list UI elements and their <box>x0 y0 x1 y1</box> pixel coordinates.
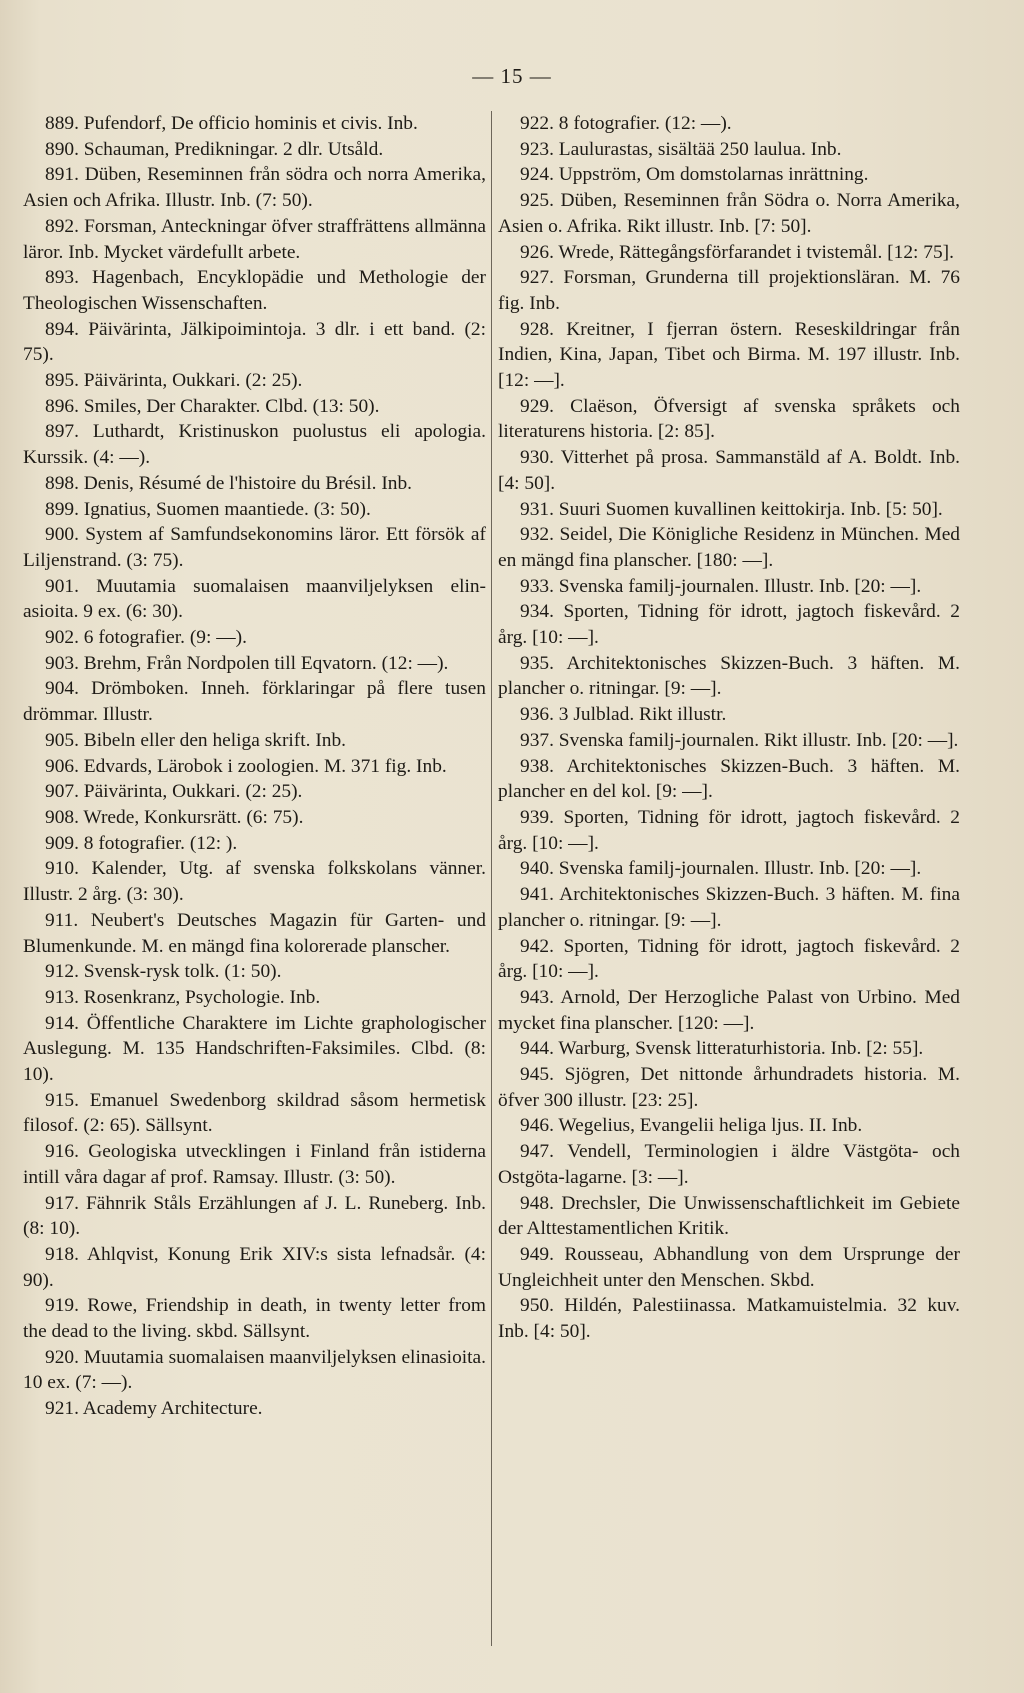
catalog-entry: 925. Düben, Reseminnen från Södra o. Norra Amerika, Asien o. Afrika. Rikt illustr. Inb. [7: 50]. <box>498 190 960 237</box>
catalog-entry: 928. Kreitner, I fjerran östern. Reseskildringar från Indien, Kina, Japan, Tibet och Birma. M. 197 illustr. Inb. [12: —]. <box>498 318 960 392</box>
catalog-entry: 916. Geologiska utvecklingen i Finland från istiderna intill våra dagar af prof. Ramsay. Illustr. (3: 50). <box>23 1141 486 1188</box>
catalog-entry: 935. Architektonisches Skizzen-Buch. 3 häften. M. plancher o. ritningar. [9: —]. <box>498 652 960 700</box>
catalog-entry: 908. Wrede, Konkursrätt. (6: 75). <box>45 806 304 828</box>
catalog-entry: 938. Architektonisches Skizzen-Buch. 3 häften. M. plancher en del kol. [9: —]. <box>498 755 960 803</box>
catalog-entry: 893. Hagenbach, Encyklopädie und Methologie der Theologischen Wissenschaften. <box>23 267 486 314</box>
catalog-entry: 940. Svenska familj-journalen. Illustr. Inb. [20: —]. <box>520 858 922 880</box>
catalog-entry: 912. Svensk-rysk tolk. (1: 50). <box>45 961 282 983</box>
catalog-entry: 945. Sjögren, Det nittonde århundradets historia. M. öfver 300 illustr. [23: 25]. <box>498 1064 960 1111</box>
catalog-entry: 941. Architektonisches Skizzen-Buch. 3 häften. M. fina plancher o. ritningar. [9: —]. <box>498 884 960 931</box>
catalog-entry: 936. 3 Julblad. Rikt illustr. <box>520 704 727 726</box>
catalog-entry: 931. Suuri Suomen kuvallinen keittokirja. Inb. [5: 50]. <box>520 498 943 520</box>
catalog-entry: 905. Bibeln eller den heliga skrift. Inb. <box>45 729 347 751</box>
catalog-entry: 891. Düben, Reseminnen från södra och norra Amerika, Asien och Afrika. Illustr. Inb. (7: 50). <box>23 164 486 212</box>
catalog-entry: 903. Brehm, Från Nordpolen till Eqvatorn. (12: —). <box>45 652 449 674</box>
catalog-entry: 911. Neubert's Deutsches Magazin für Garten- und Blumenkunde. M. en mängd fina kolorerade planscher. <box>23 909 486 957</box>
catalog-entry: 909. 8 fotografier. (12: ). <box>45 832 238 854</box>
catalog-entry: 914. Öffentliche Charaktere im Lichte graphologischer Auslegung. M. 135 Handschriften-Faksimiles. Clbd. (8: 10). <box>23 1012 486 1086</box>
catalog-entry: 947. Vendell, Terminologien i äldre Västgöta- och Ostgöta-lagarne. [3: —]. <box>498 1141 960 1188</box>
page-number: — 15 — <box>472 64 552 88</box>
catalog-entry: 896. Smiles, Der Charakter. Clbd. (13: 50). <box>45 395 380 417</box>
catalog-entry: 929. Claëson, Öfversigt af svenska språkets och literaturens historia. [2: 85]. <box>498 395 960 443</box>
catalog-entry: 897. Luthardt, Kristinuskon puolustus eli apologia. Kurssik. (4: —). <box>23 421 486 469</box>
catalog-entry: 915. Emanuel Swedenborg skildrad såsom hermetisk filosof. (2: 65). Sällsynt. <box>23 1089 486 1137</box>
catalog-entry: 932. Seidel, Die Königliche Residenz in München. Med en mängd fina planscher. [180: —]. <box>498 524 960 571</box>
catalog-entry: 923. Laulurastas, sisältää 250 laulua. Inb. <box>520 138 842 160</box>
catalog-entry: 919. Rowe, Friendship in death, in twenty letter from the dead to the living. skbd. Sällsynt. <box>23 1295 486 1343</box>
catalog-entry: 910. Kalender, Utg. af svenska folkskolans vänner. Illustr. 2 årg. (3: 30). <box>23 858 486 906</box>
catalog-entry: 930. Vitterhet på prosa. Sammanstäld af A. Boldt. Inb. [4: 50]. <box>498 447 960 494</box>
catalog-entry: 946. Wegelius, Evangelii heliga ljus. II. Inb. <box>520 1115 863 1137</box>
left-column <box>23 111 486 1422</box>
catalog-entry: 898. Denis, Résumé de l'histoire du Brésil. Inb. <box>45 472 413 494</box>
catalog-entry: 920. Muutamia suomalaisen maanviljelyksen elinasioita. 10 ex. (7: —). <box>23 1346 486 1394</box>
catalog-entry: 894. Päivärinta, Jälkipoimintoja. 3 dlr. i ett band. (2: 75). <box>23 318 486 366</box>
catalog-entry: 907. Päivärinta, Oukkari. (2: 25). <box>45 781 303 803</box>
catalog-entry: 902. 6 fotografier. (9: —). <box>45 627 247 649</box>
catalog-entry: 901. Muutamia suomalaisen maanviljelyksen elin-asioita. 9 ex. (6: 30). <box>23 575 486 623</box>
column-divider <box>491 111 492 1646</box>
catalog-entry: 890. Schauman, Predikningar. 2 dlr. Utsåld. <box>45 138 384 160</box>
right-column <box>498 111 960 1345</box>
catalog-entry: 934. Sporten, Tidning för idrott, jagtoch fiskevård. 2 årg. [10: —]. <box>498 601 960 649</box>
catalog-entry: 937. Svenska familj-journalen. Rikt illustr. Inb. [20: —]. <box>520 729 959 751</box>
catalog-entry: 921. Academy Architecture. <box>45 1398 263 1420</box>
catalog-entry: 900. System af Samfundsekonomins läror. Ett försök af Liljenstrand. (3: 75). <box>23 524 486 571</box>
catalog-entry: 889. Pufendorf, De officio hominis et civis. Inb. <box>45 113 418 134</box>
catalog-entry: 917. Fähnrik Ståls Erzählungen af J. L. Runeberg. Inb. (8: 10). <box>23 1192 486 1240</box>
catalog-entry: 892. Forsman, Anteckningar öfver straffrättens allmänna läror. Inb. Mycket värdefullt arbete. <box>23 215 486 263</box>
catalog-entry: 904. Drömboken. Inneh. förklaringar på flere tusen drömmar. Illustr. <box>23 678 486 726</box>
catalog-entry: 927. Forsman, Grunderna till projektionsläran. M. 76 fig. Inb. <box>498 267 960 314</box>
catalog-entry: 942. Sporten, Tidning för idrott, jagtoch fiskevård. 2 årg. [10: —]. <box>498 935 960 983</box>
catalog-entry: 943. Arnold, Der Herzogliche Palast von Urbino. Med mycket fina planscher. [120: —]. <box>498 986 960 1034</box>
catalog-entry: 922. 8 fotografier. (12: —). <box>520 113 732 134</box>
catalog-entry: 944. Warburg, Svensk litteraturhistoria. Inb. [2: 55]. <box>520 1038 924 1060</box>
catalog-entry: 906. Edvards, Lärobok i zoologien. M. 371 fig. Inb. <box>45 755 447 777</box>
catalog-entry: 949. Rousseau, Abhandlung von dem Ursprunge der Ungleichheit unter den Menschen. Skbd. <box>498 1243 960 1291</box>
catalog-entry: 913. Rosenkranz, Psychologie. Inb. <box>45 986 321 1008</box>
catalog-entry: 895. Päivärinta, Oukkari. (2: 25). <box>45 370 303 392</box>
catalog-entry: 924. Uppström, Om domstolarnas inrättning. <box>520 164 869 186</box>
catalog-entry: 918. Ahlqvist, Konung Erik XIV:s sista lefnadsår. (4: 90). <box>23 1243 486 1291</box>
catalog-entry: 950. Hildén, Palestiinassa. Matkamuistelmia. 32 kuv. Inb. [4: 50]. <box>498 1295 960 1343</box>
catalog-entry: 939. Sporten, Tidning för idrott, jagtoch fiskevård. 2 årg. [10: —]. <box>498 806 960 854</box>
catalog-entry: 948. Drechsler, Die Unwissenschaftlichkeit im Gebiete der Alttestamentlichen Kritik. <box>498 1192 960 1240</box>
catalog-entry: 933. Svenska familj-journalen. Illustr. Inb. [20: —]. <box>520 575 922 597</box>
catalog-entry: 926. Wrede, Rättegångsförfarandet i tvistemål. [12: 75]. <box>520 241 954 263</box>
catalog-entry: 899. Ignatius, Suomen maantiede. (3: 50). <box>45 498 371 520</box>
